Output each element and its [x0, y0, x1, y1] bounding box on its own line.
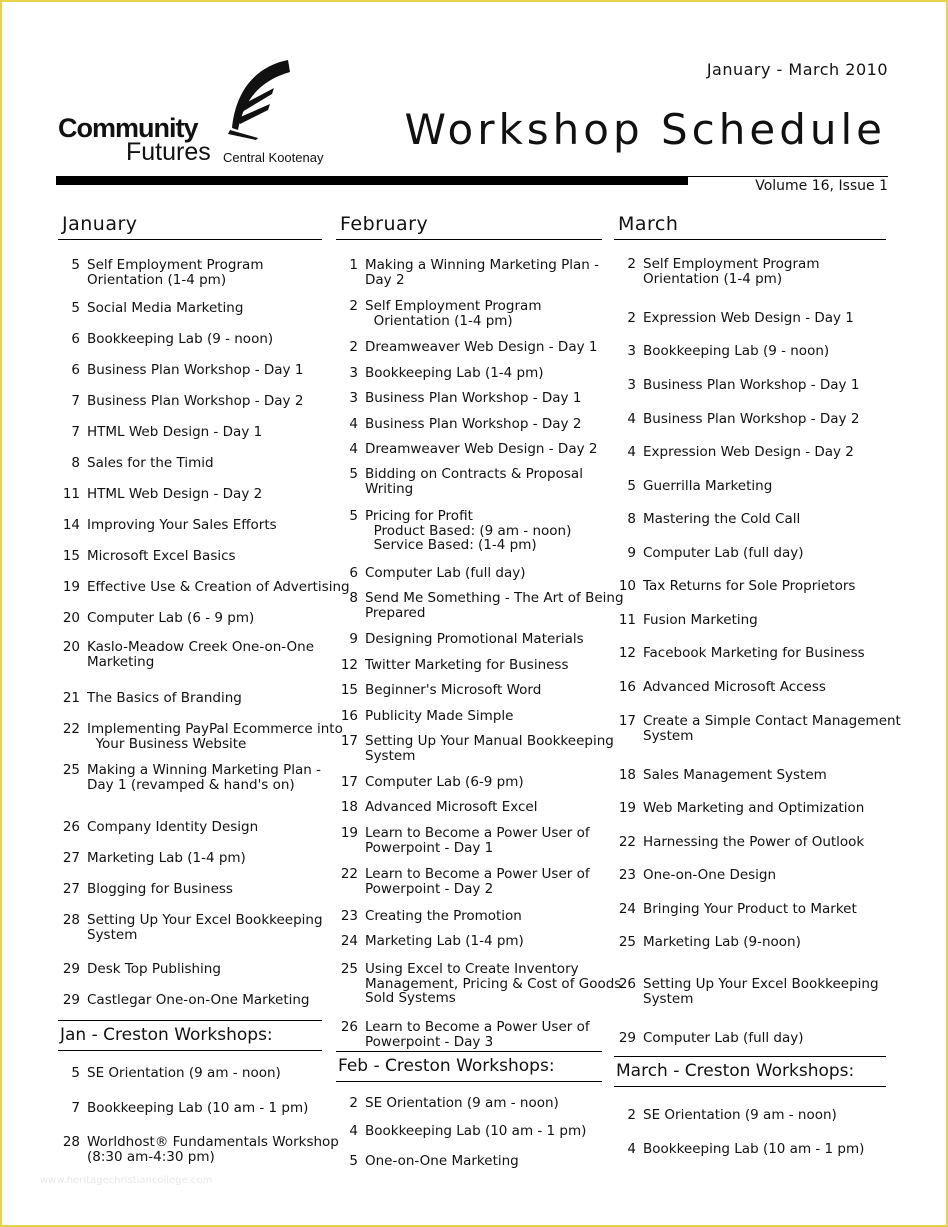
workshop-item [58, 882, 233, 897]
workshop-date: 5 [71, 257, 80, 273]
workshop-date: 6 [71, 362, 80, 378]
workshop-title: Self Employment Program Orientation (1-4 pm) [365, 298, 542, 329]
workshop-date: 12 [618, 645, 636, 661]
workshop-item [336, 340, 597, 355]
workshop-item [336, 258, 599, 287]
workshop-title: Microsoft Excel Basics [87, 548, 236, 564]
workshop-title: Self Employment Program Orientation (1-4 pm) [643, 256, 820, 287]
workshop-item [336, 632, 584, 647]
workshop-date: 11 [62, 486, 80, 502]
workshop-title: Marketing Lab (1-4 pm) [365, 933, 524, 949]
workshop-date: 28 [62, 912, 80, 928]
workshop-item [336, 658, 569, 673]
workshop-date: 29 [62, 961, 80, 977]
workshop-date: 22 [618, 834, 636, 850]
workshop-title: Computer Lab (6 - 9 pm) [87, 610, 255, 626]
page-title: Workshop Schedule [404, 105, 886, 154]
workshop-title: Sales for the Timid [87, 455, 214, 471]
workshop-item [58, 820, 258, 835]
workshop-date: 6 [349, 565, 358, 581]
creston-workshops-heading: March - Creston Workshops: [614, 1056, 886, 1087]
workshop-date: 17 [340, 774, 358, 790]
header-rule-thick [56, 176, 688, 185]
workshop-item [58, 611, 254, 626]
workshop-item [58, 301, 243, 316]
workshop-date: 15 [62, 548, 80, 564]
workshop-title: Computer Lab (full day) [643, 1030, 804, 1046]
workshop-item [614, 445, 854, 460]
workshop-date: 28 [62, 1134, 80, 1150]
workshop-date: 18 [340, 799, 358, 815]
workshop-item [614, 902, 857, 917]
workshop-title: Bringing Your Product to Market [643, 901, 857, 917]
workshop-title: Dreamweaver Web Design - Day 2 [365, 441, 598, 457]
workshop-date: 6 [71, 331, 80, 347]
workshop-item [336, 709, 513, 724]
workshop-title: Bookkeeping Lab (9 - noon) [87, 331, 274, 347]
creston-workshops-heading: Jan - Creston Workshops: [58, 1020, 322, 1051]
workshop-item [336, 962, 621, 1006]
workshop-item [614, 546, 804, 561]
workshop-item [336, 299, 541, 328]
workshop-title: Bookkeeping Lab (10 am - 1 pm) [87, 1100, 309, 1116]
month-heading: January [58, 205, 322, 240]
workshop-item [336, 734, 614, 763]
workshop-title: Learn to Become a Power User of Powerpoint - Day 1 [365, 825, 590, 856]
header-rule-thin [688, 176, 888, 177]
workshop-title: Bookkeeping Lab (10 am - 1 pm) [643, 1141, 865, 1157]
workshop-title: HTML Web Design - Day 1 [87, 424, 263, 440]
workshop-date: 4 [627, 1141, 636, 1157]
community-futures-logo [58, 58, 338, 168]
workshop-date: 27 [62, 881, 80, 897]
workshop-date: 8 [349, 590, 358, 606]
workshop-date: 22 [62, 721, 80, 737]
workshop-item [336, 467, 583, 496]
workshop-date: 9 [627, 545, 636, 561]
workshop-title: Marketing Lab (9-noon) [643, 934, 801, 950]
creston-workshop-item [336, 1154, 519, 1169]
workshop-item [614, 868, 776, 883]
workshop-title: Improving Your Sales Efforts [87, 517, 277, 533]
workshop-date: 3 [627, 343, 636, 359]
workshop-title: Advanced Microsoft Excel [365, 799, 538, 815]
workshop-title: Sales Management System [643, 767, 827, 783]
workshop-title: HTML Web Design - Day 2 [87, 486, 263, 502]
workshop-date: 9 [349, 631, 358, 647]
workshop-item [614, 680, 826, 695]
workshop-date: 5 [71, 300, 80, 316]
workshop-date: 3 [627, 377, 636, 393]
workshop-title: Business Plan Workshop - Day 2 [365, 416, 582, 432]
workshop-item [614, 613, 758, 628]
workshop-title: Tax Returns for Sole Proprietors [643, 578, 856, 594]
workshop-title: Beginner's Microsoft Word [365, 682, 542, 698]
workshop-date: 2 [627, 256, 636, 272]
workshop-date: 29 [62, 992, 80, 1008]
workshop-title: Marketing Lab (1-4 pm) [87, 850, 246, 866]
workshop-title: Bidding on Contracts & Proposal Writing [365, 466, 583, 497]
workshop-item [336, 1020, 590, 1049]
workshop-date: 20 [62, 639, 80, 655]
workshop-item [58, 487, 262, 502]
workshop-item [58, 580, 350, 595]
workshop-item [58, 363, 303, 378]
workshop-title: Guerrilla Marketing [643, 478, 773, 494]
workshop-date: 11 [618, 612, 636, 628]
logo-region-text: Central Kootenay [223, 150, 324, 165]
workshop-title: Computer Lab (full day) [643, 545, 804, 561]
workshop-item [336, 867, 590, 896]
creston-workshop-item [58, 1066, 281, 1081]
workshop-title: Bookkeeping Lab (9 - noon) [643, 343, 830, 359]
workshop-date: 8 [71, 455, 80, 471]
workshop-title: Advanced Microsoft Access [643, 679, 826, 695]
workshop-date: 26 [618, 976, 636, 992]
workshop-title: Fusion Marketing [643, 612, 758, 628]
date-range: January - March 2010 [706, 60, 888, 79]
workshop-item [58, 913, 323, 942]
workshop-item [614, 257, 819, 286]
workshop-title: Blogging for Business [87, 881, 233, 897]
workshop-date: 4 [349, 441, 358, 457]
workshop-title: Business Plan Workshop - Day 1 [87, 362, 304, 378]
workshop-date: 5 [71, 1065, 80, 1081]
month-heading: March [614, 205, 886, 240]
workshop-date: 15 [340, 682, 358, 698]
workshop-date: 26 [62, 819, 80, 835]
workshop-title: Implementing PayPal Ecommerce into Your Business Website [87, 721, 343, 752]
workshop-title: Bookkeeping Lab (10 am - 1 pm) [365, 1123, 587, 1139]
workshop-title: Desk Top Publishing [87, 961, 221, 977]
workshop-date: 16 [340, 708, 358, 724]
workshop-date: 12 [340, 657, 358, 673]
workshop-title: Business Plan Workshop - Day 1 [365, 390, 582, 406]
workshop-date: 7 [71, 393, 80, 409]
workshop-item [336, 683, 541, 698]
workshop-date: 7 [71, 424, 80, 440]
workshop-title: Using Excel to Create Inventory Management, Pricing & Cost of Goods Sold Systems [365, 961, 622, 1006]
workshop-item [58, 394, 303, 409]
workshop-date: 14 [62, 517, 80, 533]
workshop-item [336, 417, 581, 432]
workshop-title: One-on-One Marketing [365, 1153, 519, 1169]
workshop-item [58, 691, 242, 706]
workshop-title: The Basics of Branding [87, 690, 242, 706]
workshop-title: Learn to Become a Power User of Powerpoint - Day 3 [365, 1019, 590, 1050]
workshop-item [336, 509, 571, 553]
workshop-date: 23 [340, 908, 358, 924]
workshop-item [58, 518, 277, 533]
leaf-icon [218, 58, 293, 140]
workshop-date: 3 [349, 365, 358, 381]
workshop-title: Making a Winning Marketing Plan - Day 1 (revamped & hand's on) [87, 762, 322, 793]
workshop-date: 27 [62, 850, 80, 866]
volume-issue: Volume 16, Issue 1 [755, 178, 888, 194]
workshop-title: Web Marketing and Optimization [643, 800, 865, 816]
workshop-title: SE Orientation (9 am - noon) [365, 1095, 559, 1111]
workshop-date: 21 [62, 690, 80, 706]
workshop-date: 16 [618, 679, 636, 695]
workshop-date: 4 [627, 411, 636, 427]
workshop-date: 20 [62, 610, 80, 626]
workshop-item [58, 993, 310, 1008]
workshop-date: 17 [618, 713, 636, 729]
workshop-title: Business Plan Workshop - Day 2 [643, 411, 860, 427]
workshop-item [614, 835, 864, 850]
workshop-date: 5 [349, 466, 358, 482]
workshop-item [336, 826, 590, 855]
workshop-date: 17 [340, 733, 358, 749]
workshop-item [58, 456, 214, 471]
workshop-title: Twitter Marketing for Business [365, 657, 569, 673]
workshop-date: 22 [340, 866, 358, 882]
workshop-title: Dreamweaver Web Design - Day 1 [365, 339, 598, 355]
workshop-date: 18 [618, 767, 636, 783]
logo-community-text: Community [58, 113, 198, 143]
workshop-item [58, 549, 236, 564]
workshop-title: Self Employment Program Orientation (1-4 pm) [87, 257, 264, 288]
workshop-date: 5 [627, 478, 636, 494]
workshop-title: Pricing for Profit Product Based: (9 am - noon) Service Based: (1-4 pm) [365, 508, 572, 553]
workshop-date: 26 [340, 1019, 358, 1035]
workshop-item [614, 768, 827, 783]
column-march [614, 205, 901, 1157]
workshop-title: Setting Up Your Manual Bookkeeping System [365, 733, 614, 764]
creston-workshop-item [614, 1108, 837, 1123]
workshop-title: Castlegar One-on-One Marketing [87, 992, 310, 1008]
workshop-item [58, 851, 246, 866]
workshop-title: Facebook Marketing for Business [643, 645, 865, 661]
workshop-date: 7 [71, 1100, 80, 1116]
workshop-title: Worldhost® Fundamentals Workshop (8:30 am-4:30 pm) [87, 1134, 339, 1165]
month-heading: February [336, 205, 602, 240]
workshop-item [336, 566, 526, 581]
workshop-item [336, 909, 522, 924]
workshop-item [614, 579, 855, 594]
workshop-item [58, 763, 321, 792]
workshop-date: 2 [349, 298, 358, 314]
workshop-item [336, 366, 544, 381]
workshop-title: Expression Web Design - Day 2 [643, 444, 854, 460]
workshop-date: 19 [62, 579, 80, 595]
workshop-item [336, 442, 597, 457]
workshop-date: 19 [340, 825, 358, 841]
workshop-title: Company Identity Design [87, 819, 259, 835]
workshop-date: 4 [349, 416, 358, 432]
logo-futures-text: Futures [126, 138, 211, 166]
workshop-item [336, 591, 624, 620]
workshop-item [336, 775, 524, 790]
workshop-date: 25 [340, 961, 358, 977]
workshop-title: SE Orientation (9 am - noon) [643, 1107, 837, 1123]
workshop-date: 3 [349, 390, 358, 406]
workshop-title: Bookkeeping Lab (1-4 pm) [365, 365, 544, 381]
workshop-item [58, 258, 263, 287]
workshop-date: 2 [627, 310, 636, 326]
creston-workshop-item [614, 1142, 864, 1157]
workshop-title: Harnessing the Power of Outlook [643, 834, 865, 850]
workshop-title: Learn to Become a Power User of Powerpoint - Day 2 [365, 866, 590, 897]
workshop-title: Social Media Marketing [87, 300, 244, 316]
workshop-date: 10 [618, 578, 636, 594]
workshop-title: Designing Promotional Materials [365, 631, 584, 647]
workshop-title: SE Orientation (9 am - noon) [87, 1065, 281, 1081]
workshop-item [614, 479, 772, 494]
workshop-title: Publicity Made Simple [365, 708, 514, 724]
workshop-item [614, 801, 864, 816]
workshop-date: 2 [349, 1095, 358, 1111]
workshop-date: 5 [349, 1153, 358, 1169]
creston-workshops-heading: Feb - Creston Workshops: [336, 1051, 602, 1082]
workshop-title: Mastering the Cold Call [643, 511, 801, 527]
workshop-title: Making a Winning Marketing Plan - Day 2 [365, 257, 600, 288]
workshop-date: 29 [618, 1030, 636, 1046]
workshop-item [614, 714, 901, 743]
workshop-title: Business Plan Workshop - Day 2 [87, 393, 304, 409]
workshop-item [58, 425, 262, 440]
creston-workshop-item [336, 1096, 559, 1111]
workshop-item [614, 512, 800, 527]
workshop-item [614, 1031, 804, 1046]
workshop-title: Kaslo-Meadow Creek One-on-One Marketing [87, 639, 315, 670]
workshop-item [614, 378, 859, 393]
workshop-title: Computer Lab (6-9 pm) [365, 774, 524, 790]
workshop-item [614, 311, 854, 326]
workshop-title: Create a Simple Contact Management System [643, 713, 901, 744]
creston-workshop-item [58, 1101, 308, 1116]
workshop-date: 25 [618, 934, 636, 950]
workshop-date: 25 [62, 762, 80, 778]
workshop-item [336, 934, 524, 949]
workshop-item [614, 977, 879, 1006]
workshop-item [336, 391, 581, 406]
workshop-date: 4 [627, 444, 636, 460]
workshop-date: 24 [618, 901, 636, 917]
workshop-title: Setting Up Your Excel Bookkeeping System [87, 912, 323, 943]
workshop-title: Setting Up Your Excel Bookkeeping System [643, 976, 879, 1007]
workshop-title: Computer Lab (full day) [365, 565, 526, 581]
workshop-date: 5 [349, 508, 358, 524]
workshop-title: Send Me Something - The Art of Being Prepared [365, 590, 624, 621]
workshop-date: 8 [627, 511, 636, 527]
workshop-item [614, 646, 865, 661]
workshop-item [58, 332, 273, 347]
workshop-title: Expression Web Design - Day 1 [643, 310, 854, 326]
workshop-title: One-on-One Design [643, 867, 777, 883]
workshop-date: 4 [349, 1123, 358, 1139]
workshop-date: 1 [349, 257, 358, 273]
watermark: www.heritagechristiancollege.com [40, 1175, 213, 1186]
workshop-item [614, 344, 829, 359]
workshop-item [58, 640, 314, 669]
workshop-date: 24 [340, 933, 358, 949]
creston-workshop-item [58, 1135, 339, 1164]
workshop-title: Business Plan Workshop - Day 1 [643, 377, 860, 393]
creston-workshop-item [336, 1124, 586, 1139]
workshop-title: Creating the Promotion [365, 908, 522, 924]
workshop-item [336, 800, 537, 815]
workshop-item [614, 412, 859, 427]
workshop-date: 19 [618, 800, 636, 816]
workshop-item [58, 962, 221, 977]
workshop-item [614, 935, 801, 950]
workshop-date: 23 [618, 867, 636, 883]
workshop-item [58, 722, 343, 751]
workshop-title: Effective Use & Creation of Advertising [87, 579, 350, 595]
workshop-date: 2 [349, 339, 358, 355]
workshop-date: 2 [627, 1107, 636, 1123]
column-february [336, 205, 624, 1169]
